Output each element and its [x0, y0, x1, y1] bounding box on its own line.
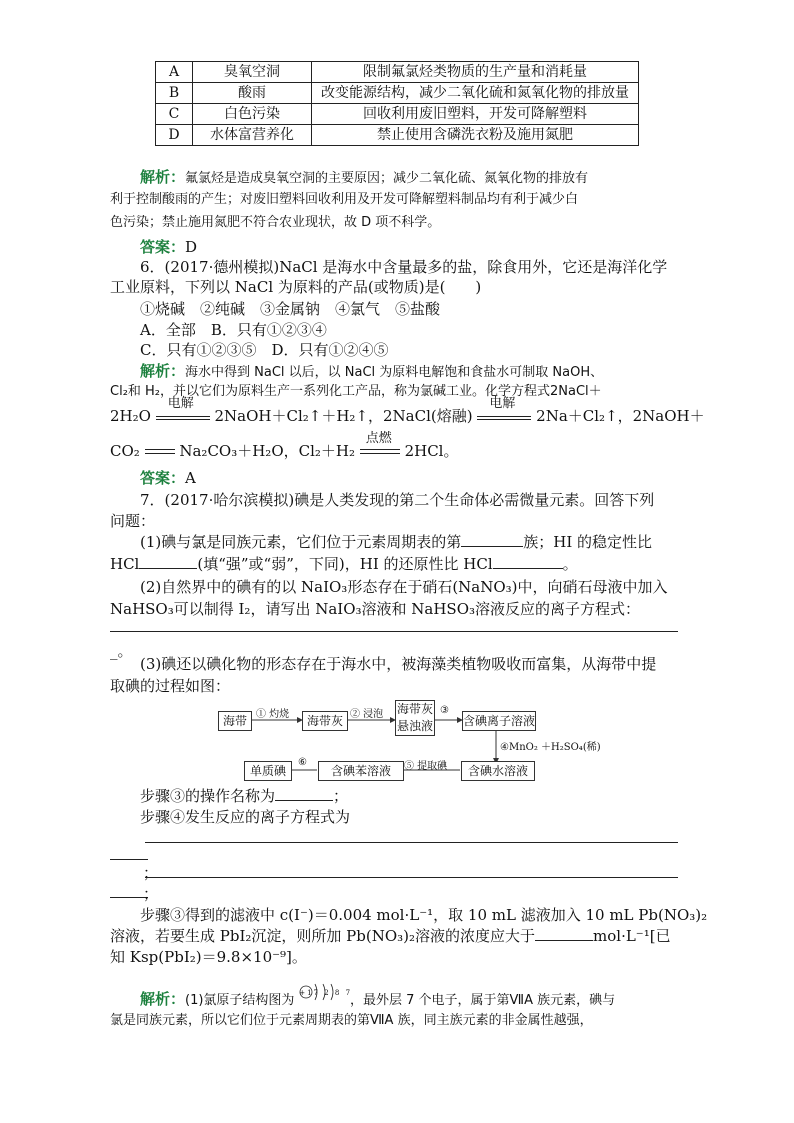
q6-jiexi-line1: 解析：海水中得到 NaCl 以后，以 NaCl 为原料电解饱和食盐水可制取 NaOH、 — [140, 362, 604, 380]
chlorine-atom-diagram: +17 2 8 7 — [299, 988, 345, 1010]
electrolysis-arrow: 电解 — [156, 405, 210, 427]
q7-jiexi-line2: 氯是同族元素，所以它们位于元素周期表的第ⅦA 族，同主族元素的非金属性越强， — [110, 1013, 593, 1028]
q7-part1-line2: HCl (填“强”或“弱”，下同)，HI 的还原性比 HCl 。 — [110, 555, 578, 573]
table-cell-measure: 禁止使用含磷洗衣粉及施用氮肥 — [312, 125, 639, 146]
q7-part3-line1: (3)碘还以碘化物的形态存在于海水中，被海藻类植物吸收而富集，从海带中提 — [140, 655, 657, 673]
table-cell-problem: 水体富营养化 — [193, 125, 312, 146]
q7-jiexi-line1: 解析：(1)氯原子结构图为 +17 2 8 7 ，最外层 7 个电子，属于第ⅦA 族元素，碘与 — [140, 988, 615, 1012]
q6-options-cd: C．只有①②③⑤ D．只有①②④⑤ — [140, 341, 389, 359]
step3-label: ③ — [440, 705, 449, 716]
step6-label: ⑥ — [298, 757, 307, 768]
flow-box-haidaihui: 海带灰 — [302, 711, 348, 731]
step5-label: ⑤ 提取碘 — [404, 761, 448, 772]
answer-line[interactable] — [145, 842, 678, 843]
step1-label: ① 灼烧 — [256, 709, 290, 720]
q7-stem-line2: 问题： — [110, 512, 156, 530]
ignition-arrow: 点燃 — [360, 440, 400, 462]
q7-part4-line1: 步骤③得到的滤液中 c(I⁻)＝0.004 mol·L⁻¹，取 10 mL 滤液加入 10 mL Pb(NO₃)₂ — [140, 906, 708, 924]
q7-step3: 步骤③的操作名称为 ； — [140, 787, 349, 805]
q5-jiexi-line2: 利于控制酸雨的产生；对废旧塑料回收利用及开发可降解塑料制品均有利于减少白 — [110, 192, 579, 207]
table-cell-letter: B — [156, 83, 193, 104]
q6-stem-line1: 6．(2017·德州模拟)NaCl 是海水中含量最多的盐，除食用外，它还是海洋化学 — [140, 258, 668, 276]
table-cell-letter: D — [156, 125, 193, 146]
q6-stem-line2: 工业原料，下列以 NaCl 为原料的产品(或物质)是( ) — [110, 278, 482, 296]
q5-answer: 答案：D — [140, 238, 198, 256]
q7-part2-end: _。 — [110, 642, 133, 660]
semicolon-2: ； — [143, 885, 159, 903]
flow-box-iodide-solution: 含碘离子溶液 — [462, 711, 536, 731]
electrolysis-arrow-2: 电解 — [477, 405, 531, 427]
q6-equation-line2: CO₂ Na₂CO₃＋H₂O，Cl₂＋H₂ 点燃 2HCl。 — [110, 431, 459, 460]
step4-label: ④MnO₂ ＋H₂SO₄(稀) — [500, 742, 601, 753]
q7-part4-line3: 知 Ksp(PbI₂)＝9.8×10⁻⁹]。 — [110, 948, 307, 966]
flow-box-iodine-benzene: 含碘苯溶液 — [318, 761, 404, 781]
semicolon-1: ； — [143, 864, 159, 882]
table-cell-problem: 酸雨 — [193, 83, 312, 104]
answer-line-end[interactable] — [110, 859, 148, 860]
table-cell-measure: 改变能源结构，减少二氧化硫和氮氧化物的排放量 — [312, 83, 639, 104]
q7-part4-line2: 溶液，若要生成 PbI₂沉淀，则所加 Pb(NO₃)₂溶液的浓度应大于 mol·L⁻¹[已 — [110, 927, 671, 945]
table-cell-problem: 臭氧空洞 — [193, 62, 312, 83]
answer-line[interactable] — [145, 877, 678, 878]
jiexi-label: 解析： — [140, 168, 186, 186]
flow-box-suspension: 海带灰 悬浊液 — [395, 700, 435, 736]
blank-operation[interactable] — [275, 800, 333, 801]
q6-items: ①烧碱 ②纯碱 ③金属钠 ④氯气 ⑤盐酸 — [140, 300, 441, 318]
blank-concentration[interactable] — [535, 940, 593, 941]
flow-box-haidai: 海带 — [218, 711, 252, 731]
table-cell-letter: A — [156, 62, 193, 83]
q6-equation-line1: 2H₂O 电解 2NaOH＋Cl₂↑＋H₂↑，2NaCl(熔融) 电解 2Na＋Cl₂↑，2NaOH＋ — [110, 396, 705, 425]
q7-part1-line1: (1)碘与氯是同族元素，它们位于元素周期表的第 族；HI 的稳定性比 — [140, 533, 653, 551]
step2-label: ② 浸泡 — [350, 709, 384, 720]
q7-part2-line2: NaHSO₃可以制得 I₂，请写出 NaIO₃溶液和 NaHSO₃溶液反应的离子方程式： — [110, 600, 641, 618]
flow-box-iodine-water: 含碘水溶液 — [461, 761, 535, 781]
table-cell-problem: 白色污染 — [193, 104, 312, 125]
q6-jiexi-line2: Cl₂和 H₂，并以它们为原料生产一系列化工产品，称为氯碱工业。化学方程式2NaCl＋ — [110, 384, 602, 399]
q7-step4: 步骤④发生反应的离子方程式为 — [140, 808, 351, 826]
table-cell-measure: 限制氟氯烃类物质的生产量和消耗量 — [312, 62, 639, 83]
flow-box-iodine: 单质碘 — [244, 761, 292, 781]
q5-jiexi-line1: 解析：氟氯烃是造成臭氧空洞的主要原因；减少二氧化硫、氮氧化物的排放有 — [140, 168, 589, 186]
q7-stem-line1: 7．(2017·哈尔滨模拟)碘是人类发现的第二个生命体必需微量元素。回答下列 — [140, 491, 655, 509]
table-cell-letter: C — [156, 104, 193, 125]
q5-jiexi-line3: 色污染；禁止施用氮肥不符合农业现状，故 D 项不科学。 — [110, 215, 441, 230]
table-cell-measure: 回收利用废旧塑料，开发可降解塑料 — [312, 104, 639, 125]
q7-part2-line1: (2)自然界中的碘有的以 NaIO₃形态存在于硝石(NaNO₃)中，向硝石母液中加入 — [140, 578, 668, 596]
q6-options-ab: A．全部 B．只有①②③④ — [140, 321, 327, 339]
q6-answer: 答案：A — [140, 469, 196, 487]
q7-part3-line2: 取碘的过程如图： — [110, 677, 231, 695]
